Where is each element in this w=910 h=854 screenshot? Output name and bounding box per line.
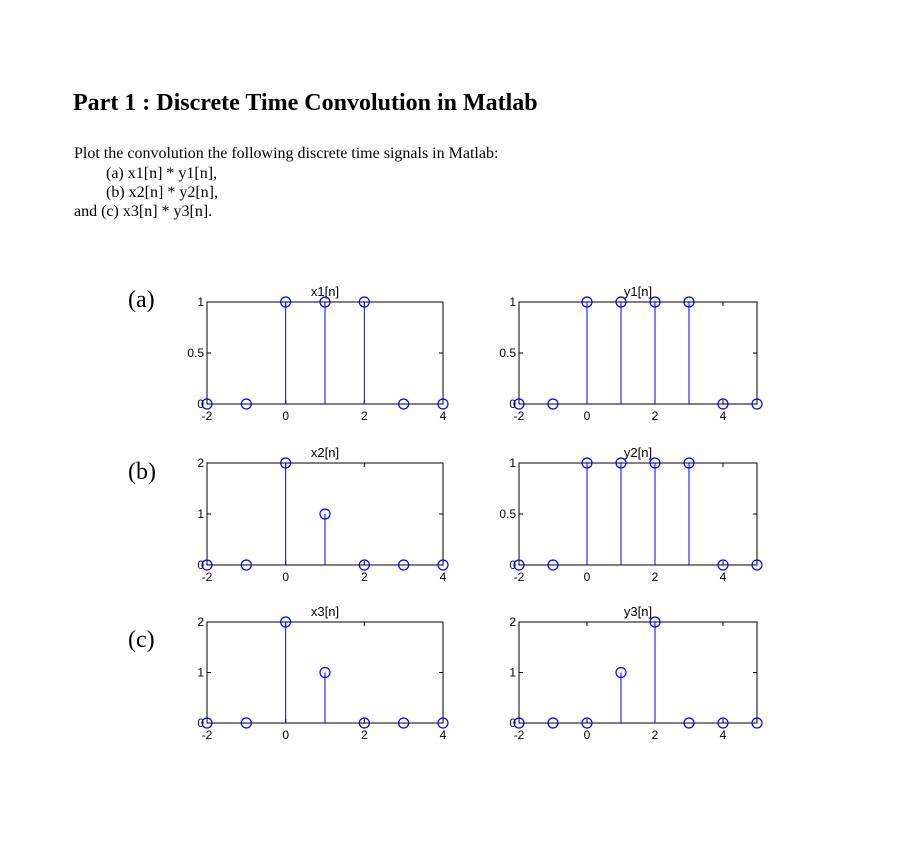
axes-frame [519,302,757,404]
y-tick-label: 1 [197,507,204,521]
y-tick-label: 0 [509,558,516,572]
x-tick-label: 0 [282,409,290,423]
subplot-x3n [197,604,448,742]
x-tick-label: 4 [719,728,727,742]
row-label-c: (c) [128,627,155,653]
x-tick-label: 2 [360,570,368,584]
x-tick-label: -2 [513,728,525,742]
axes-title: x3[n] [310,604,340,619]
task-b: (b) x2[n] * y2[n], [106,184,218,201]
y-tick-label: 0 [197,716,204,730]
axes-title: x1[n] [310,284,340,299]
subplot-x1n [187,284,448,423]
y-tick-label: 0 [197,558,204,572]
x-tick-label: 0 [583,570,591,584]
x-tick-label: 4 [439,570,447,584]
y-tick-label: 0 [509,397,516,411]
subplot-y1n [499,284,762,423]
x-tick-label: -2 [201,570,213,584]
axes-title: y2[n] [623,445,653,460]
x-tick-label: -2 [513,409,525,423]
axes-title: x2[n] [310,445,340,460]
x-tick-label: -2 [201,409,213,423]
x-tick-label: 2 [651,728,659,742]
axes-title: y3[n] [623,604,653,619]
task-c: and (c) x3[n] * y3[n]. [74,203,213,220]
y-tick-label: 2 [509,615,516,629]
x-tick-label: 4 [719,409,727,423]
x-tick-label: 2 [651,409,659,423]
x-tick-label: 4 [439,728,447,742]
y-tick-label: 0 [509,716,516,730]
intro-text: Plot the convolution the following discrete time signals in Matlab: [74,145,499,162]
task-a: (a) x1[n] * y1[n], [106,165,218,182]
y-tick-label: 0.5 [187,346,204,360]
x-tick-label: 0 [583,409,591,423]
x-tick-label: 4 [439,409,447,423]
y-tick-label: 2 [197,615,204,629]
x-tick-label: -2 [513,570,525,584]
x-tick-label: -2 [201,728,213,742]
x-tick-label: 0 [583,728,591,742]
x-tick-label: 0 [282,570,290,584]
axes-frame [519,622,757,723]
y-tick-label: 1 [509,295,516,309]
y-tick-label: 1 [509,665,516,680]
y-tick-label: 1 [197,665,204,680]
row-label-a: (a) [128,287,155,313]
y-tick-label: 0.5 [499,507,516,521]
y-tick-label: 0.5 [499,346,516,360]
x-tick-label: 4 [719,570,727,584]
x-tick-label: 2 [651,570,659,584]
y-tick-label: 1 [509,456,516,470]
x-tick-label: 0 [282,728,290,742]
y-tick-label: 0 [197,397,204,411]
subplot-y3n [509,604,762,742]
subplot-y2n [499,445,762,584]
x-tick-label: 2 [360,728,368,742]
subplot-x2n [197,445,448,584]
axes-title: y1[n] [623,284,653,299]
y-tick-label: 2 [197,456,204,470]
y-tick-label: 1 [197,295,204,309]
x-tick-label: 2 [360,409,368,423]
axes-frame [519,463,757,565]
page-title: Part 1 : Discrete Time Convolution in Matlab [73,90,538,116]
row-label-b: (b) [128,459,156,485]
